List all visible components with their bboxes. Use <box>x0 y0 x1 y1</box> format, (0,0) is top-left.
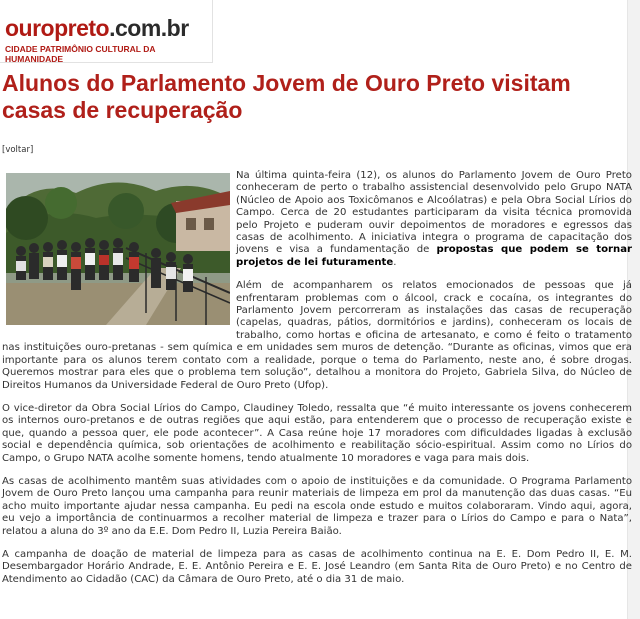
back-link[interactable]: [voltar] <box>2 145 34 155</box>
paragraph-1-text: Na última quinta-feira (12), os alunos do Parlamento Jovem de Ouro Preto conheceram de perto o trabalho assistencial desenvolvido pelo Grupo NATA (Núcleo de Apoio aos Toxicômanos e Alcoólatras) e pela Obra Social Lírios do Campo. Cerca de 20 estudantes participaram da visita técnica promovida pelo Projeto e puderam ouvir depoimentos de moradores e egressos das casas de acolhimento. A iniciativa integra o programa de capacitação dos jovens e visa a fundamentação de <box>236 170 632 256</box>
logo-main-text: ouropreto <box>5 15 110 41</box>
highlighted-proposals-text: propostas que podem se tornar projetos de lei futuramente <box>236 244 632 268</box>
article-title: Alunos do Parlamento Jovem de Ouro Preto visitam casas de recuperação <box>2 70 571 123</box>
logo-tagline: CIDADE PATRIMÔNIO CULTURAL DA HUMANIDADE <box>5 44 156 64</box>
article-paragraph-4: As casas de acolhimento mantêm suas atividades com o apoio de instituições e da comunidade. O Programa Parlamento Jovem de Ouro Preto lançou uma campanha para reunir materiais de limpeza em prol da manutenção das duas casas. “Eu acho muito importante ajudar nessa campanha. Eu pedi na escola onde estudo e muitos colaboraram. Vindo aqui, agora, eu vejo a importância de continuarmos a recolher material de limpeza e trazer para o Lírios do Campo e para o Nata”, relatou a aluna do 3º ano da E.E. Dom Pedro II, Luzia Pereira Baião. <box>2 475 632 537</box>
logo-wordmark <box>5 15 189 42</box>
paragraph-1-end: . <box>393 256 397 268</box>
site-logo[interactable] <box>0 0 213 63</box>
logo-domain-text: .com.br <box>109 15 189 41</box>
article-paragraph-3: O vice-diretor da Obra Social Lírios do Campo, Claudiney Toledo, ressalta que “é muito interessante os jovens conhecerem os internos ouro-pretanos e de outras regiões que aqui estão, para entenderem que o processo de recuperação existe e que, quando a pessoa quer, ele pode acontecer”. A Casa reúne hoje 17 moradores com dificuldades ligadas à exclusão social e dependência química, sob orientações de acolhimento e reabilitação sócio-espiritual. Assim como no Lírios do Campo, o Grupo NATA acolhe somente homens, tendo atualmente 10 moradores e vaga para mais dois. <box>2 402 632 464</box>
article-paragraph-2: Além de acompanharem os relatos emocionados de pessoas que já enfrentaram problemas com o álcool, crack e cocaína, os integrantes do Parlamento Jovem percorreram as instalações das casas de recuperação (capelas, quadras, pátios, dormitórios e jardins), conheceram os locais de trabalho, como hortas e oficina de artesanato, e como é feito o tratamento nas instituições ouro-pretanas - sem química e em unidades sem muros de detenção. “Durante as oficinas, vimos que era importante para os alunos terem contato com a realidade, porque o tema do Parlamento, neste ano, é sobre drogas. Queremos mostrar para eles que o problema tem solução”, detalhou a monitora do Projeto, Gabriela Silva, do Núcleo de Direitos Humanos da Universidade Federal de Ouro Preto (Ufop). <box>2 280 632 391</box>
article-paragraph-5: A campanha de doação de material de limpeza para as casas de acolhimento continua na E. E. Dom Pedro II, E. M. Desembargador Horário Andrade, E. E. Antônio Pereira e E. E. José Leandro (em Santa Rita de Ouro Preto) e no Centro de Atendimento ao Cidadão (CAC) da Câmara de Ouro Preto, até o dia 31 de maio. <box>2 548 632 585</box>
article-photo <box>6 173 230 325</box>
